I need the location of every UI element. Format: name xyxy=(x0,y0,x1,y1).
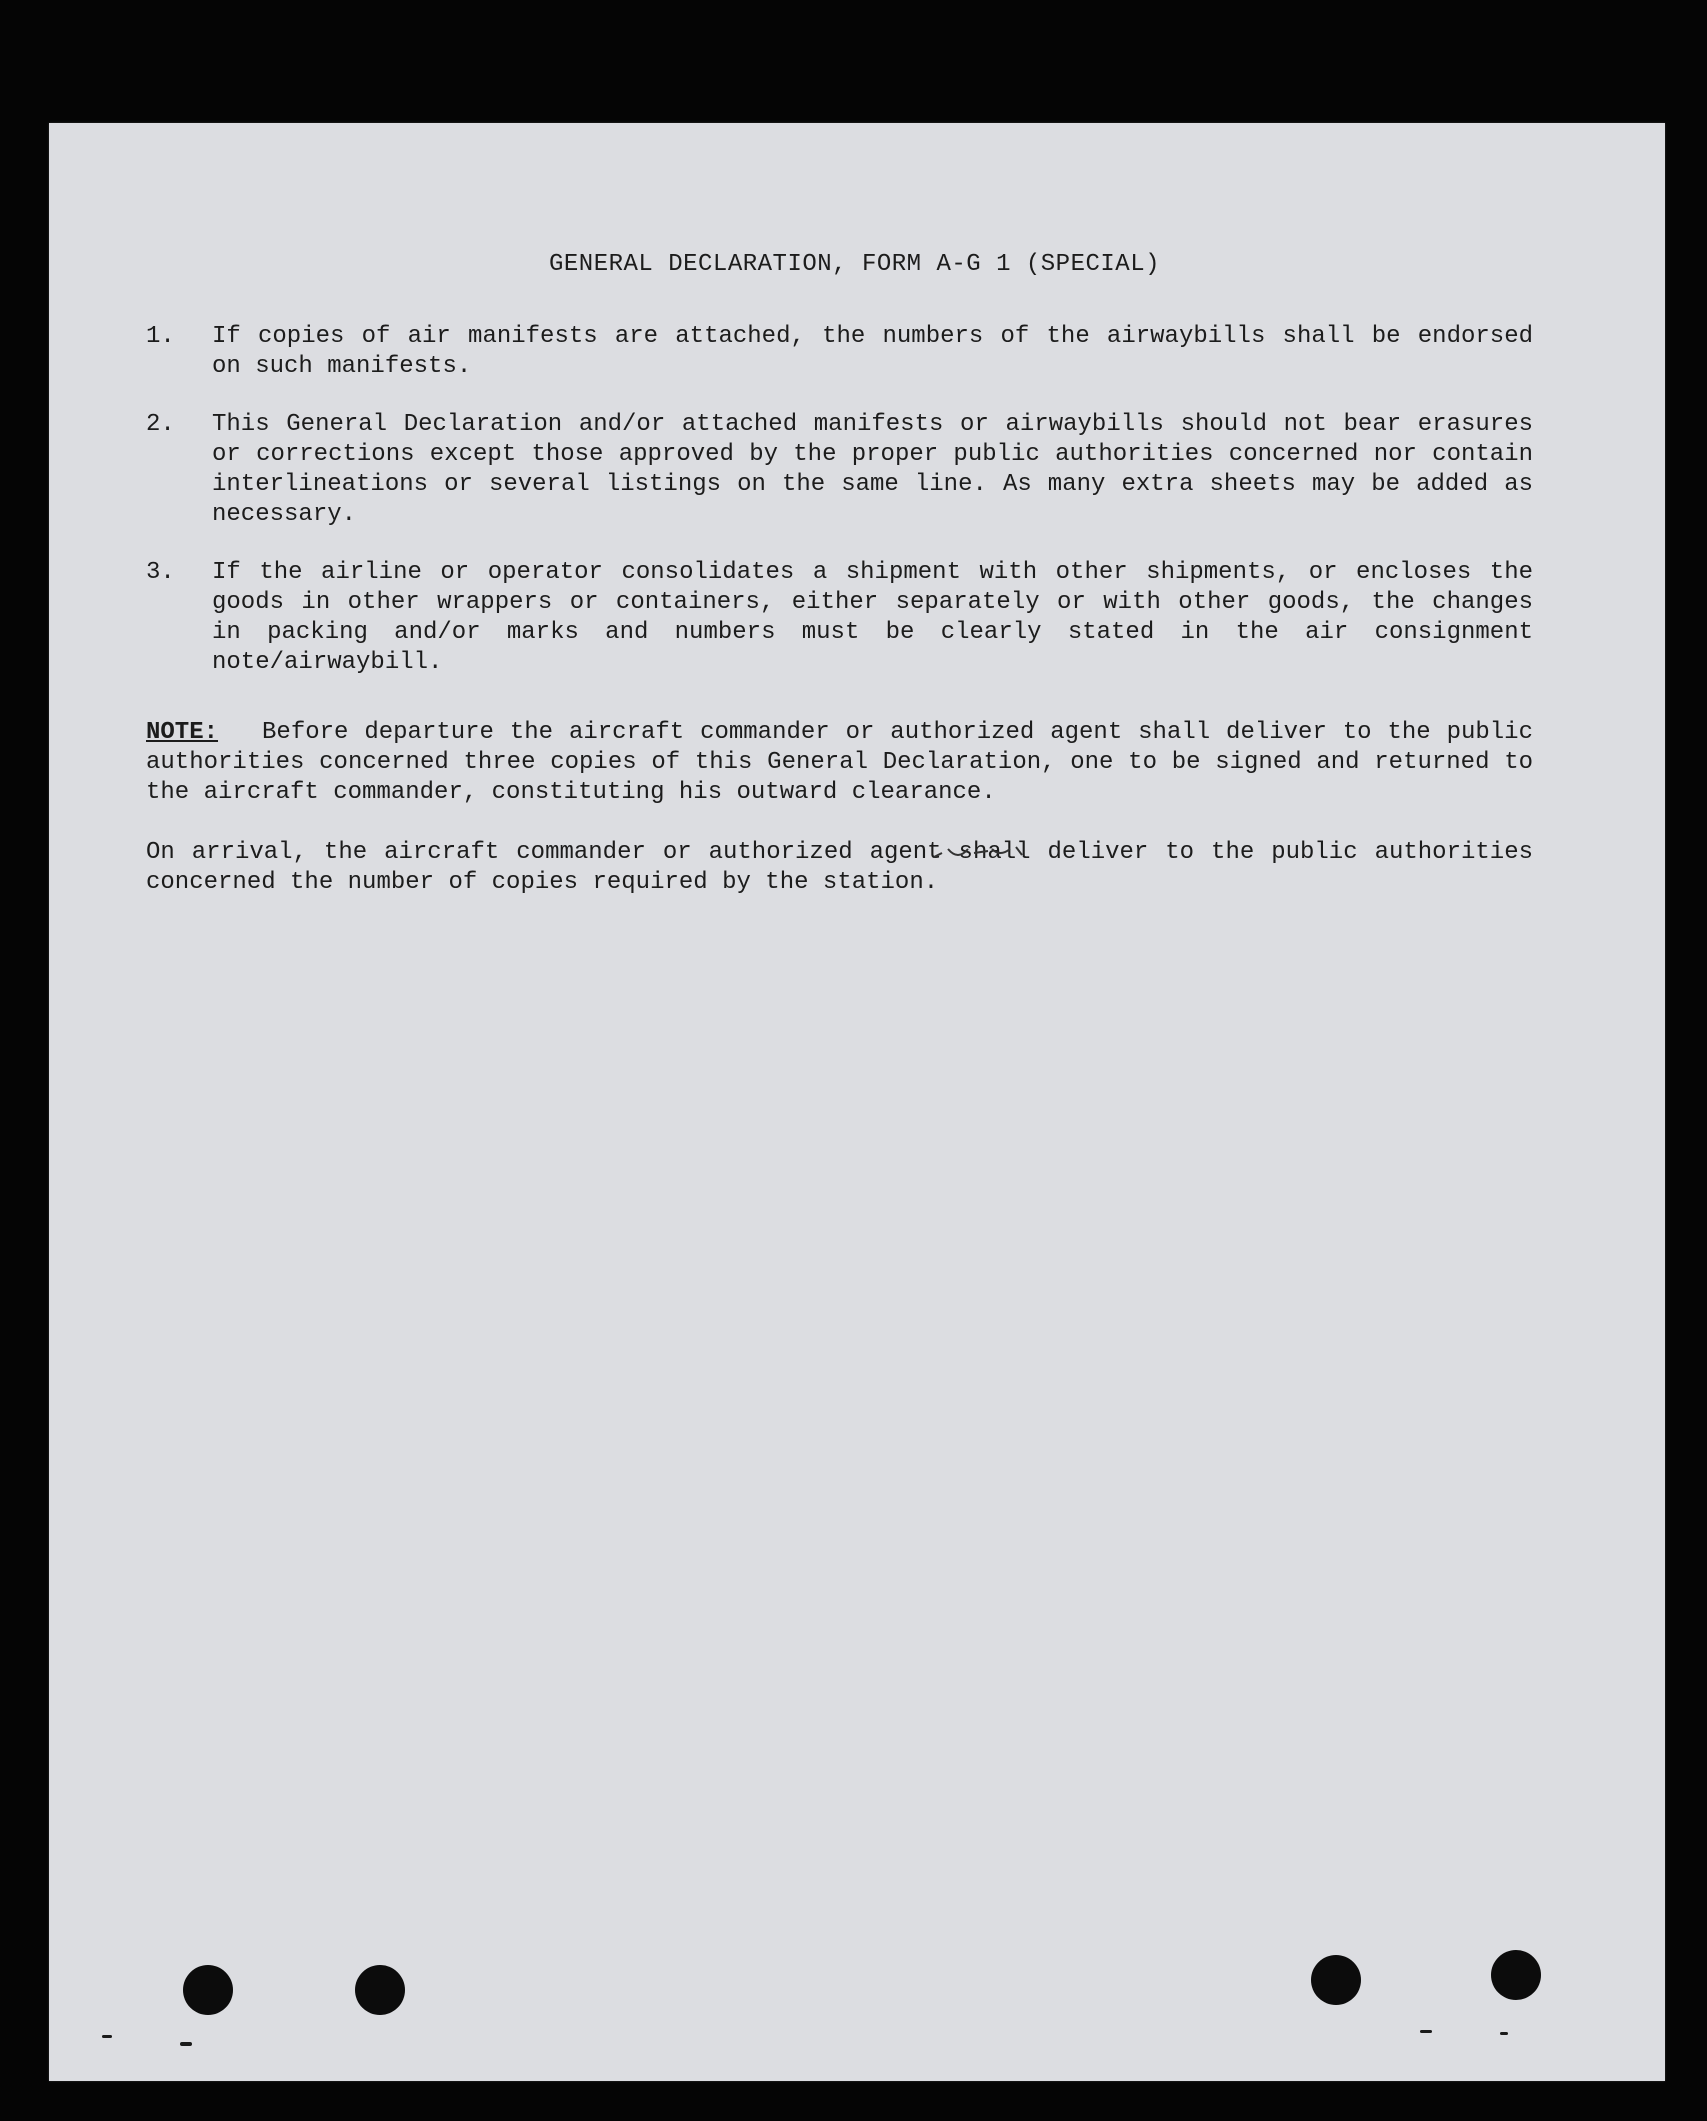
list-item-text: If the airline or operator consolidates a shipment with other shipments, or encloses the goods in other wrappers or containers, either separately or with other goods, the changes in packing and/or marks and numbers must be clearly stated in the air consignment note/airwaybill. xyxy=(212,559,1533,676)
note-paragraph xyxy=(146,718,1533,808)
list-item-text: If copies of air manifests are attached, the numbers of the airwaybills shall be endorsed on such manifests. xyxy=(212,323,1533,380)
list-item-2 xyxy=(146,410,1533,530)
list-item-3 xyxy=(146,558,1533,678)
list-item-1 xyxy=(146,322,1533,382)
punch-hole-right-2 xyxy=(1491,1950,1541,2000)
scan-speck xyxy=(1500,2032,1508,2035)
scan-speck xyxy=(1420,2030,1432,2033)
scan-speck xyxy=(180,2042,192,2046)
note-text: Before departure the aircraft commander or authorized agent shall deliver to the public authorities concerned three copies of this General Declaration, one to be signed and returned to the aircraft commander, constituting his outward clearance. xyxy=(146,719,1533,806)
list-item-text: This General Declaration and/or attached manifests or airwaybills should not bear erasures or corrections except those approved by the proper public authorities concerned nor contain interlineations or several listings on the same line. As many extra sheets may be added as necessary. xyxy=(212,411,1533,528)
handwritten-scribble-mark xyxy=(930,843,1050,867)
scan-speck xyxy=(102,2035,112,2038)
list-item-number: 1. xyxy=(146,323,175,350)
list-item-number: 2. xyxy=(146,411,175,438)
list-item-number: 3. xyxy=(146,559,175,586)
punch-hole-left-1 xyxy=(183,1965,233,2015)
note-label: NOTE: xyxy=(146,719,219,746)
punch-hole-right-1 xyxy=(1311,1955,1361,2005)
document-title: GENERAL DECLARATION, FORM A-G 1 (SPECIAL) xyxy=(549,251,1160,278)
punch-hole-left-2 xyxy=(355,1965,405,2015)
arrival-paragraph: On arrival, the aircraft commander or authorized agent shall deliver to the public authorities concerned the number of copies required by the station. xyxy=(146,839,1533,896)
document-body xyxy=(146,250,1533,898)
